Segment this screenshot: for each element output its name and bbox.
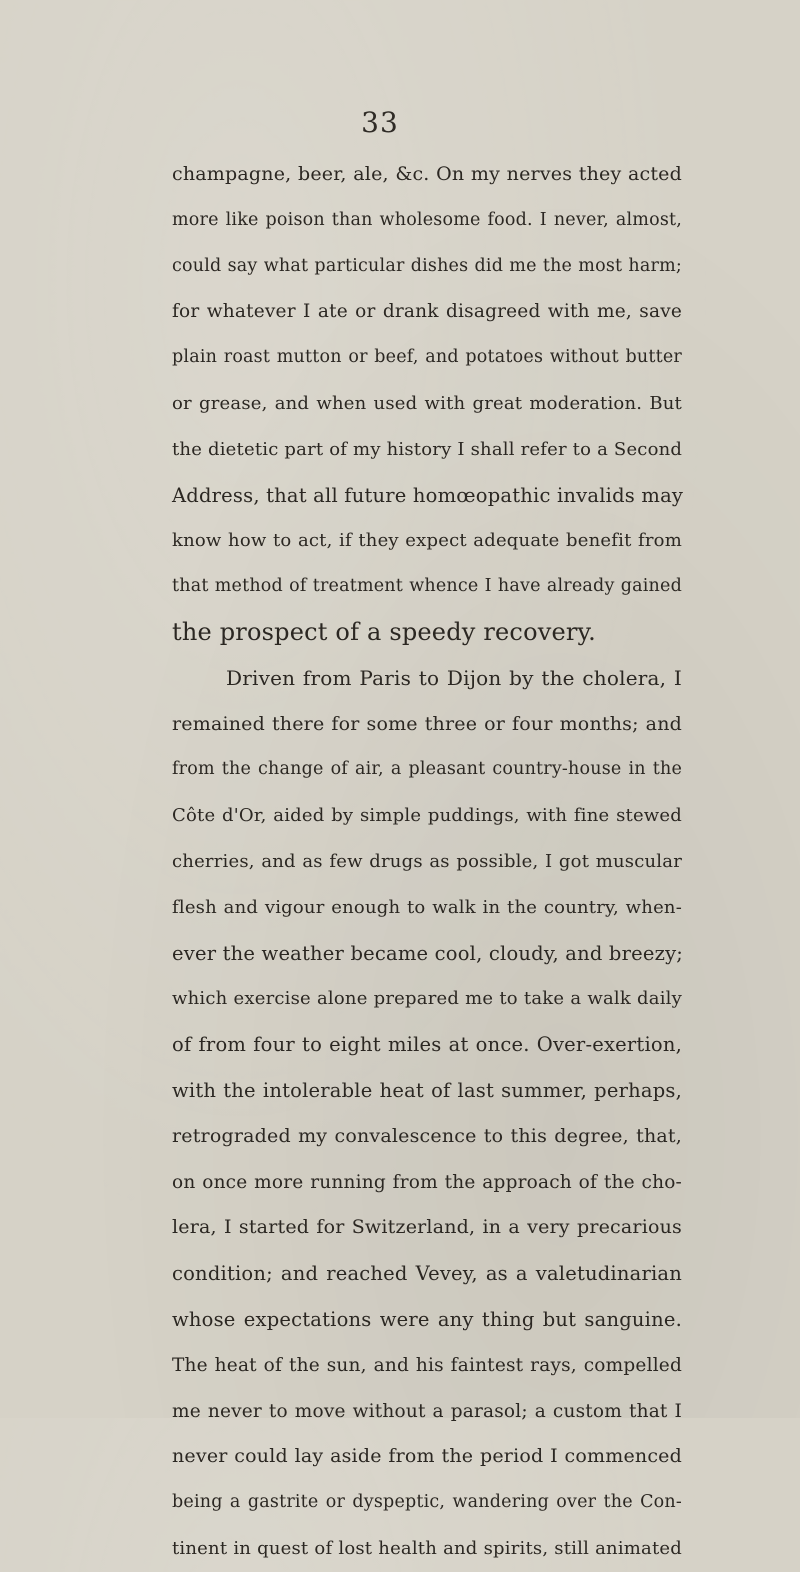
text-line: on once more running from the approach of the cho- xyxy=(172,1171,682,1193)
text-line: with the intolerable heat of last summer, perhaps, xyxy=(172,1078,682,1102)
page-number: 33 xyxy=(361,106,399,139)
text-line: never could lay aside from the period I commenced xyxy=(172,1445,682,1468)
text-line: for whatever I ate or drank disagreed with me, save xyxy=(172,301,682,323)
text-line: plain roast mutton or beef, and potatoes without butter xyxy=(172,347,682,368)
text-line: tinent in quest of lost health and spirits, still animated xyxy=(172,1537,682,1559)
text-line: Côte d'Or, aided by simple puddings, with fine stewed xyxy=(172,805,682,827)
text-line: remained there for some three or four months; and xyxy=(172,712,682,735)
text-line: ever the weather became cool, cloudy, and breezy; xyxy=(172,941,684,965)
text-line: Address, that all future homœopathic invalids may xyxy=(172,483,684,507)
text-line: champagne, beer, ale, &c. On my nerves they acted xyxy=(172,163,682,185)
text-line: more like poison than wholesome food. I never, almost, xyxy=(172,209,682,230)
text-line: of from four to eight miles at once. Over-exertion, xyxy=(172,1033,682,1057)
text-line: the dietetic part of my history I shall refer to a Second xyxy=(172,438,683,460)
text-line: that method of treatment whence I have already gained xyxy=(172,576,682,597)
text-line: retrograded my convalescence to this degree, that, xyxy=(172,1124,682,1147)
text-line: flesh and vigour enough to walk in the country, when- xyxy=(172,896,682,918)
text-line: condition; and reached Vevey, as a valetudinarian xyxy=(172,1262,682,1286)
text-line: cherries, and as few drugs as possible, I got muscular xyxy=(172,850,682,872)
text-line: whose expectations were any thing but sanguine. xyxy=(172,1307,682,1331)
text-line: could say what particular dishes did me the most harm; xyxy=(172,255,682,276)
text-line: me never to move without a parasol; a custom that I xyxy=(172,1400,682,1422)
text-line: the prospect of a speedy recovery. xyxy=(172,617,596,646)
text-line: being a gastrite or dyspeptic, wandering over the Con- xyxy=(172,1492,682,1513)
text-line: know how to act, if they expect adequate benefit from xyxy=(172,530,682,552)
text-line: lera, I started for Switzerland, in a very precarious xyxy=(172,1216,682,1239)
text-line: from the change of air, a pleasant country-house in the xyxy=(172,759,682,780)
text-line: or grease, and when used with great moderation. But xyxy=(172,392,682,414)
text-line: Driven from Paris to Dijon by the cholera, I xyxy=(226,665,682,690)
text-line: which exercise alone prepared me to take a walk daily xyxy=(172,988,682,1010)
body-text xyxy=(172,152,682,1572)
text-line: The heat of the sun, and his faintest rays, compelled xyxy=(172,1354,682,1376)
